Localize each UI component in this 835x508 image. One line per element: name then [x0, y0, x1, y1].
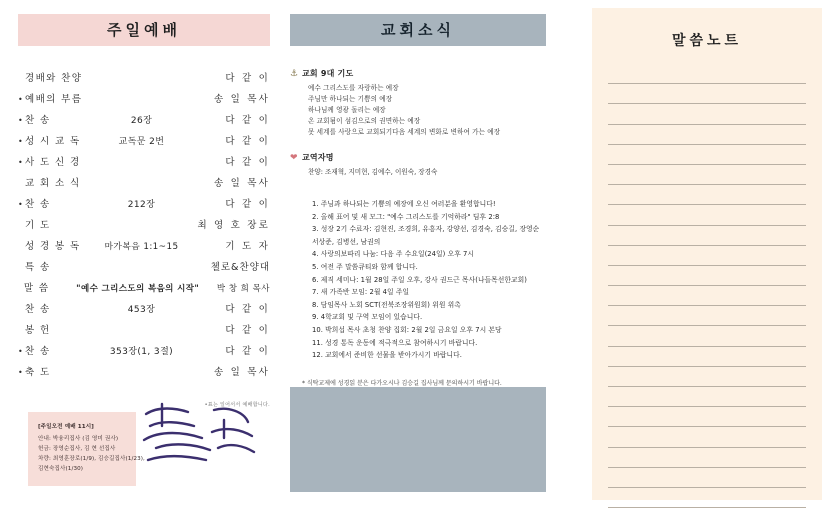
- notice-item: 2. 올해 표어 및 새 모그: "예수 그리스도를 기억하라" 딤후 2:8: [312, 212, 500, 221]
- anchor-icon: ⚓: [290, 68, 299, 79]
- order-row: [18, 68, 270, 89]
- order-leader: 다 같 이: [225, 73, 270, 84]
- order-row: [18, 278, 270, 299]
- note-line[interactable]: [608, 205, 806, 225]
- order-bullet: •: [18, 158, 23, 167]
- order-detail: 26장: [130, 116, 153, 126]
- order-name: 찬 송: [25, 199, 51, 210]
- order-name: 기 도: [25, 220, 51, 231]
- order-leader: 다 같 이: [225, 199, 270, 210]
- notice-item: 3. 성장 2기 수료자: 김현진, 조경희, 유흥자, 강양선, 김경숙, 김승길, 장영순: [312, 225, 540, 234]
- order-bullet: •: [18, 116, 23, 125]
- order-row: [18, 152, 270, 173]
- order-leader: 송 일 목사: [214, 178, 270, 189]
- notice-item: 9. 4학교회 및 구역 모임이 있습니다.: [312, 313, 423, 322]
- heart-icon: ❤: [290, 152, 298, 163]
- notice-item: 11. 성경 통독 운동에 적극적으로 참여하시기 바랍니다.: [312, 338, 478, 347]
- order-leader: 최 영 호 장로: [197, 220, 270, 231]
- note-line[interactable]: [608, 488, 806, 508]
- order-detail: 212장: [127, 200, 156, 210]
- service-info-box: [28, 412, 145, 486]
- news-footnote: * 식탁교제에 성경읽 분은 다가오시나 김승길 집사님께 문의하시기 바랍니다.: [302, 379, 502, 387]
- prayer-line: 하나님께 영광 돌리는 예장: [308, 106, 386, 114]
- order-name: 교 회 소 식: [25, 178, 81, 189]
- photo-placeholder: [290, 387, 546, 492]
- note-line[interactable]: [608, 165, 806, 185]
- order-row: [18, 257, 270, 278]
- order-row: [18, 110, 270, 131]
- order-name: 성 경 봉 독: [25, 241, 81, 252]
- order-bullet: •: [18, 347, 23, 356]
- order-name: 예배의 부름: [25, 94, 83, 105]
- order-row: [18, 320, 270, 341]
- note-line[interactable]: [608, 226, 806, 246]
- note-line[interactable]: [608, 468, 806, 488]
- order-leader: 다 같 이: [225, 325, 270, 336]
- notice-item: 5. 여전 주 말씀큐티와 함께 합니다.: [312, 262, 418, 271]
- news-header: 교회소식: [290, 14, 546, 46]
- order-name: 특 송: [25, 262, 51, 273]
- notice-item: 8. 담임목사 노회 SCT(전북조장위원회) 위원 위촉: [312, 300, 461, 309]
- order-leader: 첼로&찬양대: [210, 262, 270, 273]
- worship-footnote: •표는 일어서서 예배합니다.: [204, 402, 270, 408]
- order-bullet: •: [18, 200, 23, 209]
- prayer-line: 온 교회됨이 섬김으로의 권면하는 예장: [308, 117, 421, 125]
- order-leader: 다 같 이: [225, 136, 270, 147]
- note-line[interactable]: [608, 246, 806, 266]
- notice-item: 4. 사랑의보따리 나눔: 다음 주 수요일(24일) 오후 7시: [312, 250, 475, 259]
- officer-line: 찬양: 조재혁, 지미현, 김예수, 이원숙, 장경숙: [308, 168, 438, 176]
- note-line[interactable]: [608, 266, 806, 286]
- prayer-block: [290, 68, 546, 138]
- order-name: 사 도 신 경: [25, 157, 81, 168]
- church-logo-icon: [136, 396, 258, 468]
- order-name: 성 시 교 독: [25, 136, 81, 147]
- prayer-line: 예수 그리스도를 자랑하는 예장: [308, 84, 399, 92]
- order-bullet: •: [18, 95, 23, 104]
- officer-title-row: [290, 152, 546, 163]
- note-line[interactable]: [608, 64, 806, 84]
- officer-title: 교역자명: [302, 153, 334, 162]
- order-name: 찬 송: [25, 346, 51, 357]
- note-line[interactable]: [608, 185, 806, 205]
- notice-item: 10. 박희섭 목사 초청 찬양 집회: 2월 2일 금요일 오후 7시 본당: [312, 325, 502, 334]
- order-leader: 다 같 이: [225, 157, 270, 168]
- note-line[interactable]: [608, 448, 806, 468]
- order-row: [18, 236, 270, 257]
- order-row: [18, 299, 270, 320]
- order-name: 찬 송: [25, 115, 51, 126]
- note-line[interactable]: [608, 367, 806, 387]
- news-column: [290, 14, 546, 494]
- note-line[interactable]: [608, 125, 806, 145]
- info-line: 김현숙집사(1/30): [38, 466, 84, 472]
- order-name: 찬 송: [25, 304, 51, 315]
- prayer-line: 못 세계를 사랑으로 교회되기다음 세계의 변화로 변하여 가는 예장: [308, 128, 501, 136]
- notice-item: 6. 제직 세미나: 1월 28일 주일 오후, 강사 권드근 목사(나들목선한교회): [312, 275, 527, 284]
- order-name: 봉 헌: [25, 325, 51, 336]
- order-bullet: •: [18, 137, 23, 146]
- note-line[interactable]: [608, 407, 806, 427]
- info-line: 안내: 박융리집사 (김 영미 권사): [38, 436, 119, 442]
- sermon-notes-column: [592, 8, 822, 500]
- notice-item: 12. 교회에서 준비한 선물을 받아가시기 바랍니다.: [312, 351, 462, 360]
- order-leader: 다 같 이: [225, 346, 270, 357]
- notice-item: 서상준, 김병선, 남권의: [312, 237, 381, 246]
- note-line[interactable]: [608, 104, 806, 124]
- order-leader: 다 같 이: [225, 115, 270, 126]
- order-leader: 송 일 목사: [214, 94, 270, 105]
- note-line[interactable]: [608, 326, 806, 346]
- order-leader: 송 일 목사: [214, 367, 270, 378]
- sermon-notes-title: 말씀노트: [671, 33, 743, 49]
- notice-item: 7. 새 가족반 모임: 2월 4일 주일: [312, 288, 410, 297]
- order-bullet: •: [18, 368, 23, 377]
- officer-block: [290, 152, 546, 178]
- info-line: [주일오전 예배 11시]: [38, 424, 94, 430]
- prayer-title: 교회 9대 기도: [302, 69, 354, 78]
- order-row: [18, 89, 270, 110]
- order-name: 경배와 찬양: [25, 73, 83, 84]
- worship-header: 주일예배: [18, 14, 270, 46]
- note-line[interactable]: [608, 306, 806, 326]
- prayer-line: 주님만 하나되는 기쁨의 예장: [308, 95, 393, 103]
- order-name: 말 씀: [23, 283, 50, 294]
- note-line[interactable]: [608, 84, 806, 104]
- prayer-title-row: [290, 68, 546, 79]
- worship-column: [18, 14, 270, 494]
- note-line[interactable]: [608, 387, 806, 407]
- note-line[interactable]: [608, 286, 806, 306]
- note-line[interactable]: [608, 145, 806, 165]
- order-row: [18, 194, 270, 215]
- notice-list: [290, 198, 546, 362]
- order-row: [18, 173, 270, 194]
- notice-item: 1. 주님과 하나되는 기쁨의 예장에 오신 여러분을 환영합니다!: [312, 200, 496, 208]
- worship-order-list: [18, 68, 270, 383]
- order-detail: 교독문 2번: [118, 137, 165, 147]
- order-row: [18, 215, 270, 236]
- order-leader: 다 같 이: [225, 304, 270, 315]
- order-row: [18, 362, 270, 383]
- order-detail: 453장: [127, 305, 156, 315]
- order-leader: 기 도 자: [225, 241, 270, 252]
- order-name: 축 도: [25, 367, 51, 378]
- order-row: [18, 341, 270, 362]
- order-detail: "예수 그리스도의 복음의 시작": [76, 284, 200, 294]
- sermon-notes-lines[interactable]: [592, 64, 822, 508]
- order-detail: 353장(1, 3절): [109, 347, 174, 357]
- order-detail: 마가복음 1:1~15: [104, 242, 179, 252]
- order-leader: 박 창 희 목사: [216, 284, 270, 294]
- note-line[interactable]: [608, 427, 806, 447]
- info-line: 차량: 최영훈장로(1/9), 김승길집사(1/23),: [38, 456, 145, 462]
- order-row: [18, 131, 270, 152]
- note-line[interactable]: [608, 347, 806, 367]
- info-line: 헌금: 장영순집사, 김 현 선집사: [38, 446, 116, 452]
